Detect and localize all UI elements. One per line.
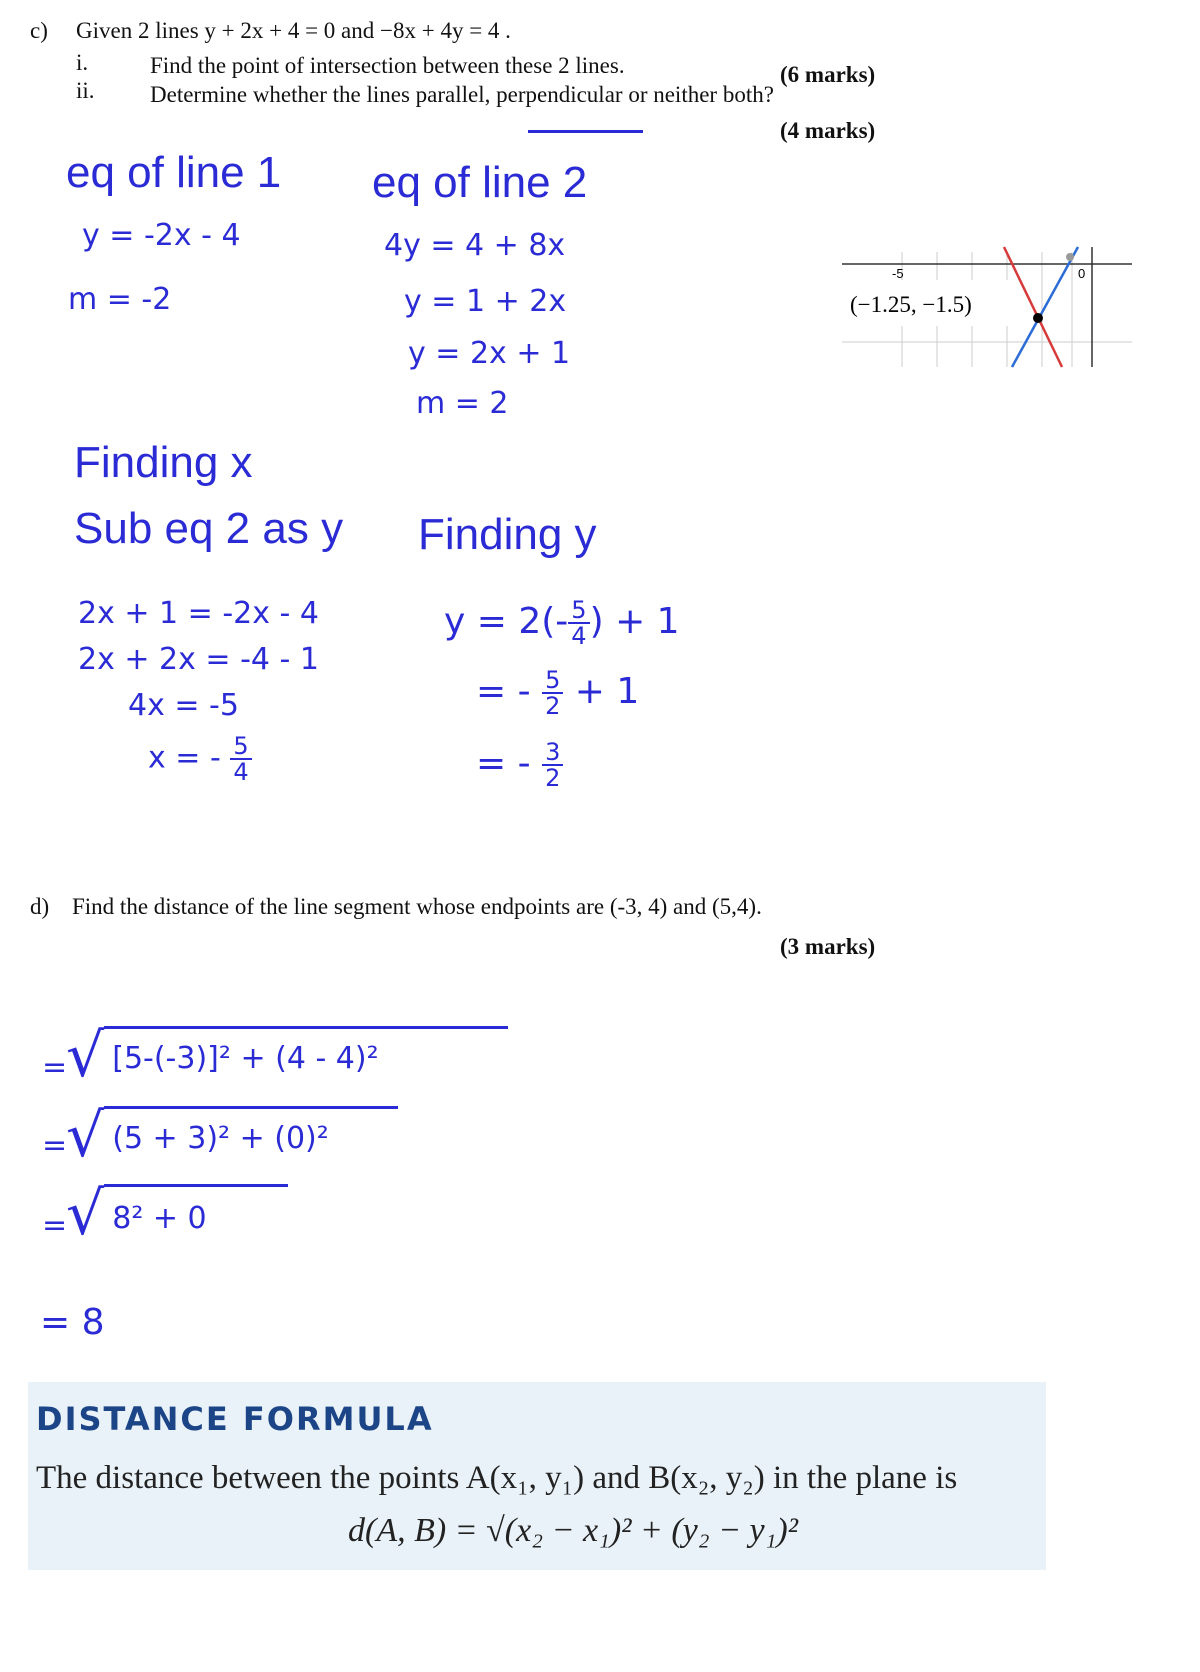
fraction-denominator: 2 bbox=[545, 764, 561, 792]
fraction-denominator: 4 bbox=[571, 622, 587, 650]
finding-x-step3: 4x = -5 bbox=[128, 688, 239, 723]
finding-y-heading: Finding y bbox=[418, 510, 597, 559]
part-c-label: c) bbox=[30, 18, 48, 43]
distance-step3-eq: = bbox=[42, 1208, 68, 1243]
part-c-ii-marks: (4 marks) bbox=[780, 118, 876, 143]
finding-y-step1-fraction bbox=[568, 598, 589, 648]
radicand: (5 + 3)² + (0)² bbox=[104, 1106, 398, 1166]
sqrt-symbol-3 bbox=[66, 1179, 288, 1249]
formula-equation: d(A, B) = √(x₂ − x₁)² + (y₂ − y₁)² bbox=[348, 1512, 798, 1549]
finding-y-step2-a: = - bbox=[476, 671, 531, 712]
formula-title: DISTANCE FORMULA bbox=[36, 1400, 434, 1438]
line2-heading: eq of line 2 bbox=[372, 158, 588, 207]
line2-plot bbox=[1012, 247, 1078, 367]
point-label: (−1.25, −1.5) bbox=[850, 292, 972, 317]
finding-y-step1 bbox=[444, 598, 680, 648]
graph-svg bbox=[842, 242, 1132, 372]
sqrt-symbol-1 bbox=[66, 1021, 508, 1091]
radical-sign: √ bbox=[66, 1021, 105, 1091]
line2-step3: y = 2x + 1 bbox=[408, 336, 571, 371]
finding-y-step2 bbox=[476, 668, 639, 718]
part-c-i-label: i. bbox=[76, 50, 89, 75]
underline-mark bbox=[528, 130, 643, 133]
fraction-numerator: 5 bbox=[542, 668, 563, 694]
formula-text: The distance between the points A(x₁, y₁) and B(x₂, y₂) in the plane is bbox=[36, 1460, 958, 1496]
radical-sign: √ bbox=[66, 1179, 105, 1249]
finding-y-step3 bbox=[476, 740, 563, 790]
finding-x-step4 bbox=[148, 734, 252, 784]
line2-step2: y = 1 + 2x bbox=[404, 284, 567, 319]
radicand: 8² + 0 bbox=[104, 1184, 288, 1244]
part-c-question: Given 2 lines y + 2x + 4 = 0 and −8x + 4y = 4 . bbox=[76, 18, 511, 43]
fraction-denominator: 4 bbox=[233, 758, 249, 786]
finding-y-step1-b: ) + 1 bbox=[589, 601, 680, 642]
line1-equation: y = -2x - 4 bbox=[82, 218, 241, 253]
part-c-ii-label: ii. bbox=[76, 78, 95, 103]
part-d-marks: (3 marks) bbox=[780, 934, 876, 959]
part-d-label: d) bbox=[30, 894, 50, 919]
radicand: [5-(-3)]² + (4 - 4)² bbox=[104, 1026, 508, 1086]
part-c-ii-text: Determine whether the lines parallel, perpendicular or neither both? bbox=[150, 82, 774, 107]
y-intercept-point bbox=[1066, 253, 1074, 261]
distance-step1 bbox=[66, 1021, 508, 1091]
finding-x-step2: 2x + 2x = -4 - 1 bbox=[78, 642, 319, 677]
finding-x-step1: 2x + 1 = -2x - 4 bbox=[78, 596, 319, 631]
intersection-graph bbox=[842, 242, 1132, 372]
finding-y-step3-fraction bbox=[542, 740, 563, 790]
part-c-i-marks: (6 marks) bbox=[780, 62, 876, 87]
finding-y-step2-b: + 1 bbox=[574, 671, 640, 712]
finding-x-heading: Finding x bbox=[74, 438, 253, 487]
finding-y-step3-a: = - bbox=[476, 743, 531, 784]
fraction-numerator: 5 bbox=[568, 598, 589, 624]
part-c-i-text: Find the point of intersection between these 2 lines. bbox=[150, 53, 625, 78]
tick-neg-label: -5 bbox=[892, 266, 904, 281]
line1-heading: eq of line 1 bbox=[66, 148, 282, 197]
fraction-numerator: 3 bbox=[542, 740, 563, 766]
fraction-numerator: 5 bbox=[230, 734, 251, 760]
line2-slope: m = 2 bbox=[416, 386, 509, 421]
distance-step1-eq: = bbox=[42, 1050, 68, 1085]
line1-slope: m = -2 bbox=[68, 282, 172, 317]
line2-step1: 4y = 4 + 8x bbox=[384, 228, 566, 263]
radical-sign: √ bbox=[66, 1101, 105, 1171]
part-d-question: Find the distance of the line segment whose endpoints are (-3, 4) and (5,4). bbox=[72, 894, 762, 919]
distance-step2 bbox=[66, 1101, 398, 1171]
tick-zero-label: 0 bbox=[1078, 266, 1086, 281]
sqrt-symbol-2 bbox=[66, 1101, 398, 1171]
intersection-point bbox=[1033, 313, 1043, 323]
finding-x-step4-lhs: x = - bbox=[148, 740, 221, 776]
distance-result: = 8 bbox=[40, 1302, 105, 1343]
finding-y-step2-fraction bbox=[542, 668, 563, 718]
distance-step3 bbox=[66, 1179, 288, 1249]
fraction-denominator: 2 bbox=[545, 692, 561, 720]
distance-formula-box bbox=[28, 1382, 1046, 1570]
sub-eq-heading: Sub eq 2 as y bbox=[74, 504, 344, 553]
finding-x-fraction bbox=[230, 734, 251, 784]
finding-y-step1-a: y = 2(- bbox=[444, 601, 569, 642]
distance-step2-eq: = bbox=[42, 1128, 68, 1163]
